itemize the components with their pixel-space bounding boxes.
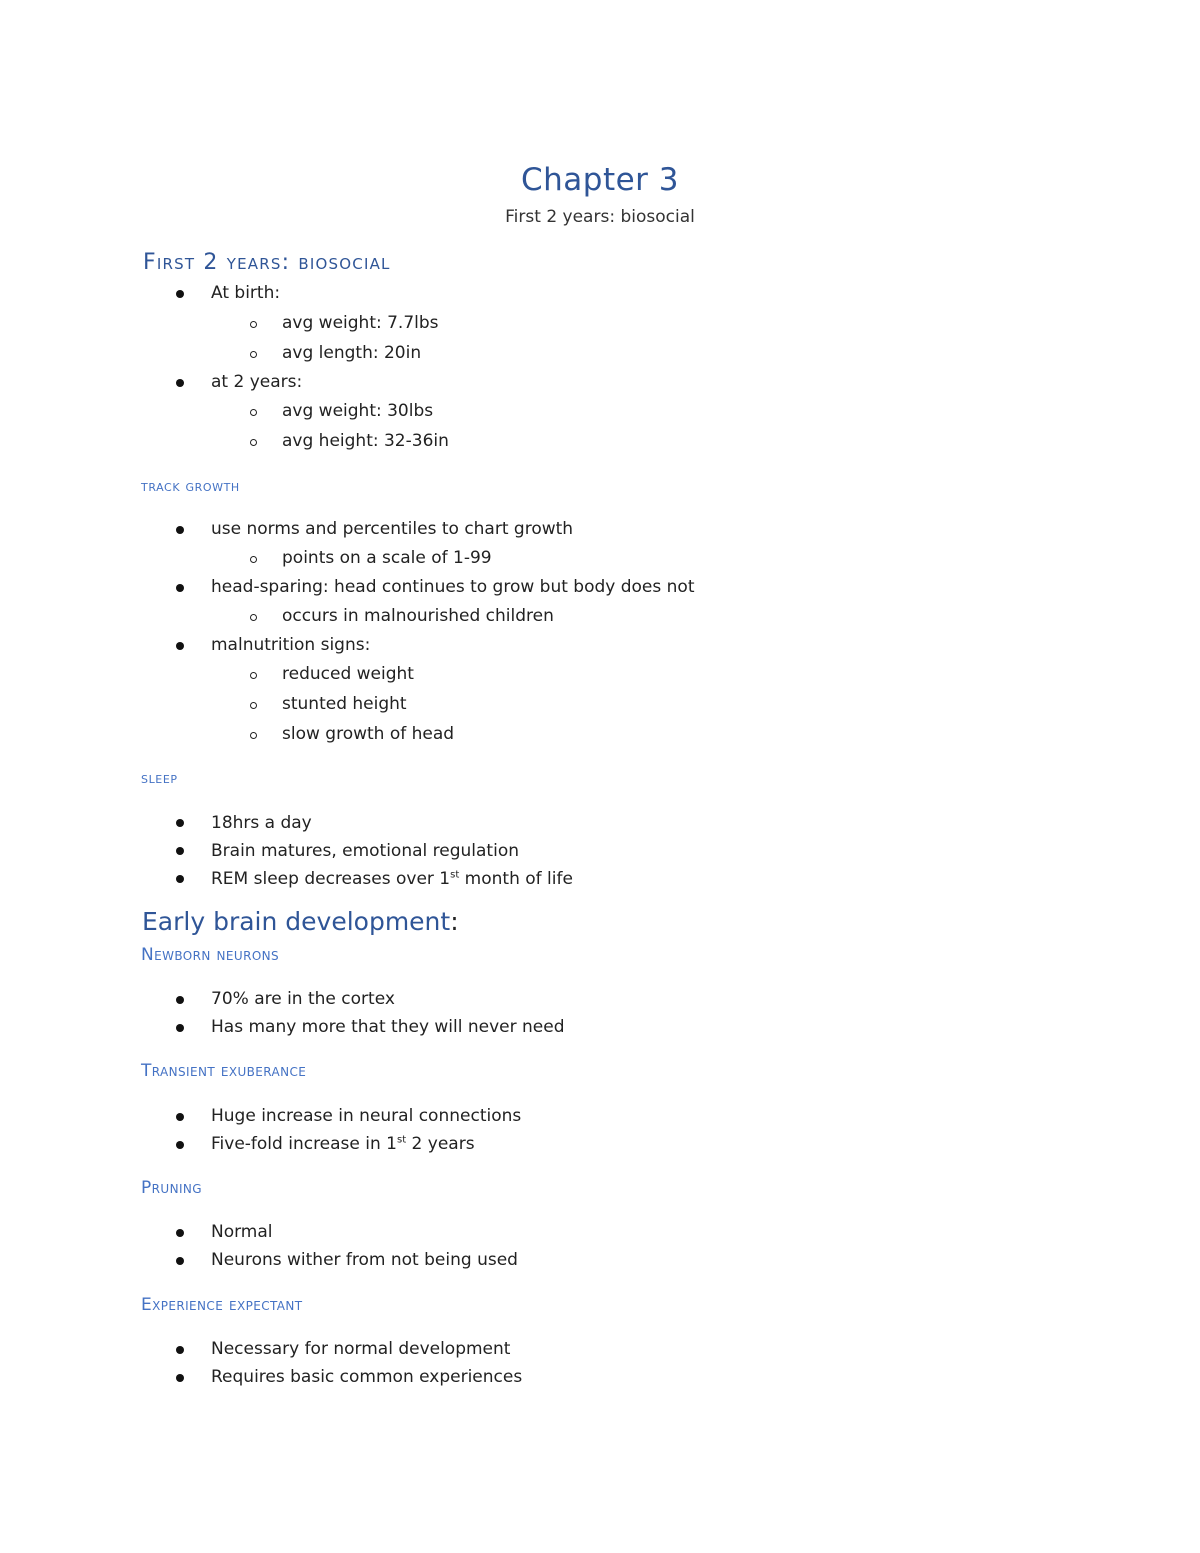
bullet-icon (176, 526, 184, 534)
bullet-icon (176, 642, 184, 650)
section-heading-newborn-neurons: Newborn neurons (141, 945, 280, 965)
bullet-icon (176, 1113, 184, 1121)
sub-list-item: avg length: 20in (282, 343, 422, 363)
sub-bullet-icon (250, 351, 257, 358)
list-item: at 2 years: (211, 372, 303, 392)
rem-superscript: st (450, 869, 460, 881)
bullet-icon (176, 875, 184, 883)
section-heading-pruning: Pruning (141, 1178, 202, 1198)
bullet-icon (176, 847, 184, 855)
sub-bullet-icon (250, 556, 257, 563)
list-item: malnutrition signs: (211, 635, 371, 655)
sub-bullet-icon (250, 672, 257, 679)
bullet-icon (176, 1257, 184, 1265)
section-heading-track-growth: track growth (141, 477, 240, 495)
rem-text-before: REM sleep decreases over 1 (211, 869, 451, 889)
list-item-fivefold: Five-fold increase in 1st 2 years (211, 1134, 475, 1154)
sub-list-item: points on a scale of 1-99 (282, 548, 492, 568)
sub-bullet-icon (250, 409, 257, 416)
list-item: Normal (211, 1222, 273, 1242)
bullet-icon (176, 1141, 184, 1149)
list-item-rem (211, 869, 573, 889)
section-heading-first-2-years: First 2 years: biosocial (143, 250, 391, 275)
sub-list-item: avg height: 32-36in (282, 431, 449, 451)
bullet-icon (176, 1346, 184, 1354)
list-item: Necessary for normal development (211, 1339, 511, 1359)
bullet-icon (176, 1374, 184, 1382)
sub-list-item: avg weight: 7.7lbs (282, 313, 439, 333)
list-item: Has many more that they will never need (211, 1017, 565, 1037)
sub-bullet-icon (250, 702, 257, 709)
section-heading-experience-expectant: Experience expectant (141, 1295, 303, 1315)
list-item: Brain matures, emotional regulation (211, 841, 520, 861)
document-subtitle: First 2 years: biosocial (505, 207, 695, 227)
bullet-icon (176, 290, 184, 298)
section-heading-early-brain-development: Early brain development: (142, 907, 459, 936)
sub-bullet-icon (250, 439, 257, 446)
list-item: 70% are in the cortex (211, 989, 395, 1009)
sub-list-item: avg weight: 30lbs (282, 401, 434, 421)
bullet-icon (176, 1229, 184, 1237)
sub-list-item: slow growth of head (282, 724, 455, 744)
document-title: Chapter 3 (520, 162, 680, 198)
bullet-icon (176, 996, 184, 1004)
bullet-icon (176, 1024, 184, 1032)
sub-list-item: stunted height (282, 694, 407, 714)
section-heading-sleep: sleep (141, 769, 178, 787)
bullet-icon (176, 819, 184, 827)
list-item: Neurons wither from not being used (211, 1250, 518, 1270)
sub-bullet-icon (250, 614, 257, 621)
section-heading-transient-exuberance: Transient exuberance (141, 1061, 307, 1081)
list-item: Huge increase in neural connections (211, 1106, 522, 1126)
list-item: Requires basic common experiences (211, 1367, 523, 1387)
bullet-icon (176, 379, 184, 387)
list-item: At birth: (211, 283, 281, 303)
rem-text-after: month of life (459, 869, 573, 889)
list-item: head-sparing: head continues to grow but body does not (211, 577, 695, 597)
sub-bullet-icon (250, 321, 257, 328)
sub-list-item: occurs in malnourished children (282, 606, 554, 626)
list-item: 18hrs a day (211, 813, 312, 833)
sub-bullet-icon (250, 732, 257, 739)
bullet-icon (176, 584, 184, 592)
sub-list-item: reduced weight (282, 664, 414, 684)
list-item: use norms and percentiles to chart growth (211, 519, 574, 539)
